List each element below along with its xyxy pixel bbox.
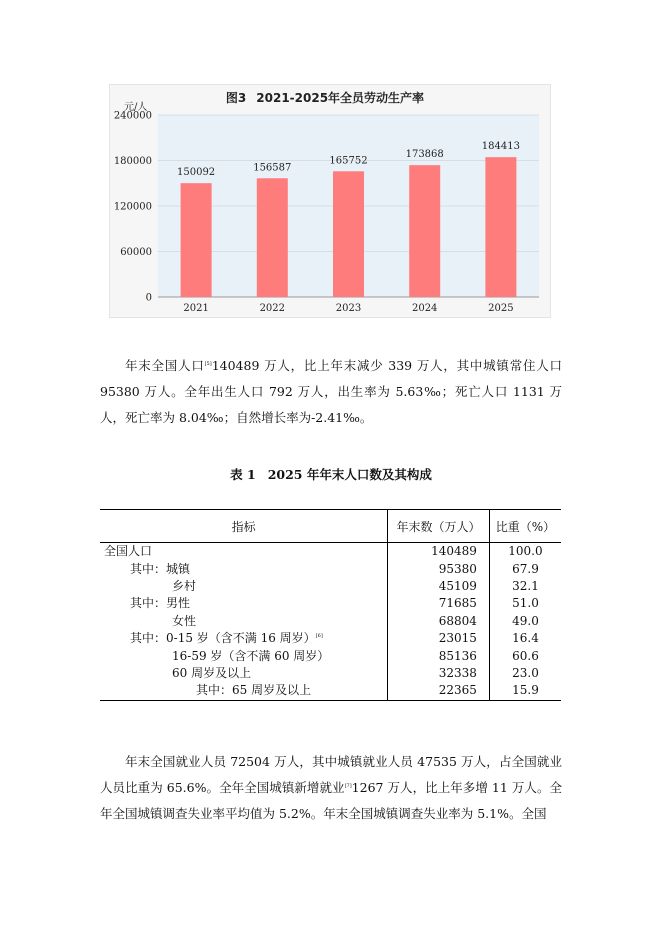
row-value: 71685 [388, 595, 490, 612]
footnote-ref-6[interactable]: [6] [315, 633, 323, 640]
row-share: 23.0 [512, 665, 539, 680]
x-tick-label-2024: 2024 [411, 303, 438, 314]
row-value: 140489 [388, 543, 490, 561]
row-share: 100.0 [508, 544, 543, 559]
row-share: 67.9 [512, 561, 539, 576]
row-share: 51.0 [512, 596, 539, 611]
table-row [100, 630, 561, 647]
table-row [100, 578, 561, 595]
row-value: 23015 [388, 630, 490, 647]
population-table [100, 509, 561, 701]
row-label: 其中：城镇 [100, 560, 388, 577]
table-header-row [100, 510, 561, 543]
table-row [100, 613, 561, 630]
row-share: 32.1 [512, 578, 539, 593]
row-value: 32338 [388, 665, 490, 682]
footnote-ref-7[interactable]: [7] [344, 782, 352, 789]
header-share: 比重（%） [489, 510, 561, 543]
row-label: 60 周岁及以上 [100, 665, 388, 682]
row-value: 22365 [388, 682, 490, 700]
population-paragraph [100, 353, 562, 431]
row-value: 45109 [388, 578, 490, 595]
data-label-2024: 173868 [405, 149, 444, 161]
footnote-ref-5[interactable]: [5] [204, 360, 212, 367]
row-share: 16.4 [512, 631, 539, 646]
row-share: 15.9 [489, 682, 561, 700]
table-row [100, 595, 561, 612]
y-tick-label: 180000 [113, 156, 152, 167]
row-label: 其中：男性 [100, 595, 388, 612]
data-label-2021: 150092 [177, 167, 216, 179]
bar-2022 [257, 178, 288, 297]
para2-text-a: 年末全国就业人员 72504 万人，其中城镇就业人员 47535 万人，占全国就业人员比重为 65.6%。全年全国城镇新增就业 [100, 754, 562, 795]
bar-2023 [333, 171, 364, 297]
header-indicator: 指标 [100, 510, 388, 543]
row-label: 乡村 [100, 578, 388, 595]
table-row [100, 560, 561, 577]
row-share: 49.0 [512, 613, 539, 628]
row-label: 女性 [100, 613, 388, 630]
row-label: 其中：65 周岁及以上 [100, 682, 388, 700]
x-tick-label-2025: 2025 [488, 303, 514, 314]
table-row [100, 543, 561, 561]
bar-2025 [485, 157, 516, 297]
y-tick-label: 60000 [120, 247, 152, 258]
y-tick-label: 120000 [113, 201, 152, 213]
row-label: 全国人口 [100, 543, 388, 561]
table-title [0, 465, 662, 483]
row-label: 16-59 岁（含不满 60 周岁） [100, 647, 388, 664]
x-tick-label-2021: 2021 [183, 303, 209, 314]
y-tick-label: 0 [145, 292, 152, 304]
row-label-with-note [100, 630, 388, 647]
x-tick-label-2023: 2023 [335, 303, 362, 314]
employment-paragraph [100, 749, 562, 827]
row-label: 其中：0-15 岁（含不满 16 周岁） [130, 631, 316, 646]
x-tick-label-2022: 2022 [259, 303, 286, 314]
chart-title-text: 2021-2025年全员劳动生产率 [256, 91, 425, 105]
productivity-chart [109, 84, 551, 318]
table-row [100, 647, 561, 664]
row-value: 95380 [388, 560, 490, 577]
row-value: 68804 [388, 613, 490, 630]
bar-2021 [181, 183, 212, 297]
y-tick-label: 240000 [113, 110, 152, 122]
para1-text-a: 年末全国人口 [125, 358, 205, 373]
chart-y-unit: 元/人 [124, 102, 148, 113]
data-label-2025: 184413 [481, 141, 520, 153]
table-row [100, 682, 561, 700]
chart-plot [110, 85, 552, 319]
table-row [100, 665, 561, 682]
bar-2024 [409, 165, 440, 297]
row-value: 85136 [388, 647, 490, 664]
data-label-2023: 165752 [329, 155, 368, 167]
table-title-text: 2025 年年末人口数及其构成 [267, 467, 432, 482]
data-label-2022: 156587 [253, 162, 292, 174]
table-number: 表 1 [230, 467, 256, 482]
header-year-end-count: 年末数（万人） [388, 510, 490, 543]
para2-text-b: 1267 万人，比上年多增 11 万人。全年全国城镇调查失业率平均值为 5.2%。年末全国城镇调查失业率为 5.1%。全国 [100, 780, 563, 821]
para1-text-b: 140489 万人，比上年末减少 339 万人，其中城镇常住人口 95380 万人。全年出生人口 792 万人，出生率为 5.63‰；死亡人口 1131 万人，死亡率为 8.04‰；自然增长率为-2.41‰。 [100, 358, 562, 425]
chart-figure-number: 图3 [225, 91, 247, 105]
row-share: 60.6 [512, 648, 539, 663]
